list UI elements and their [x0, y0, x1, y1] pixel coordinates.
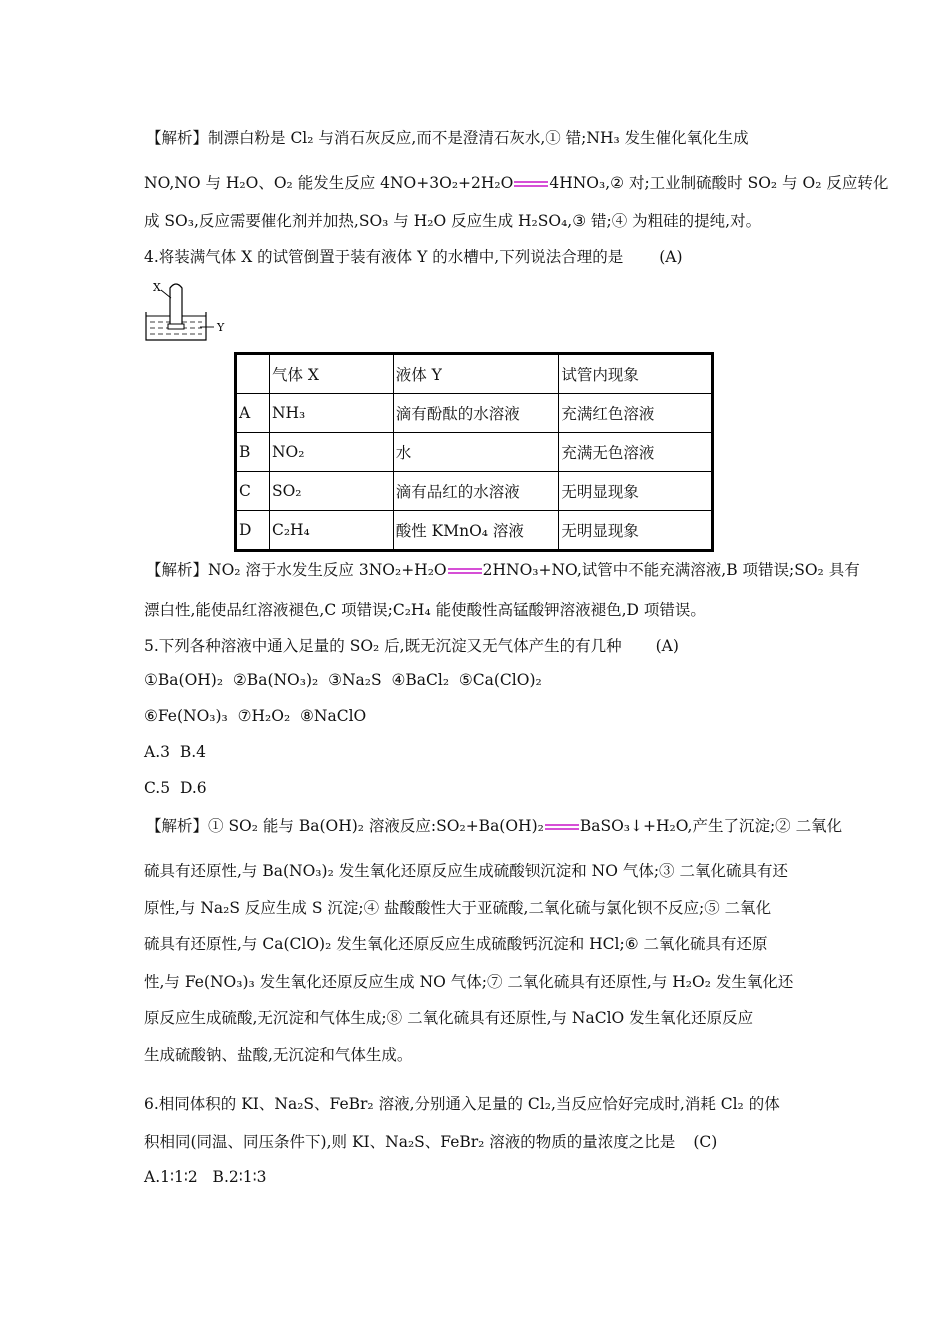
table-cell: 无明显现象 [559, 472, 713, 511]
analysis-paragraph-3-line-6: 原反应生成硫酸,无沉淀和气体生成;⑧ 二氧化硫具有还原性,与 NaClO 发生氧化还原反应 [144, 1009, 754, 1027]
table-cell: NH₃ [269, 394, 393, 433]
question-6-answer: (C) [693, 1133, 718, 1151]
equals-sign-icon [545, 822, 579, 832]
question-6-stem-line-2: 积相同(同温、同压条件下),则 KI、Na₂S、FeBr₂ 溶液的物质的量浓度之比是 (C) [144, 1133, 718, 1151]
apparatus-svg [144, 278, 234, 344]
table-row [236, 511, 713, 551]
table-cell: 滴有酚酞的水溶液 [393, 394, 559, 433]
analysis-paragraph-3-line-1: 【解析】① SO₂ 能与 Ba(OH)₂ 溶液反应:SO₂+Ba(OH)₂ BaSO₃↓+H₂O,产生了沉淀;② 二氧化 [146, 817, 843, 835]
analysis-paragraph-3-line-2: 硫具有还原性,与 Ba(NO₃)₂ 发生氧化还原反应生成硫酸钡沉淀和 NO 气体;③ 二氧化硫具有还 [144, 862, 788, 880]
table-row [236, 433, 713, 472]
table-cell: SO₂ [269, 472, 393, 511]
table-header-cell: 试管内现象 [559, 354, 713, 394]
question-5-items-line-1: ①Ba(OH)₂ ②Ba(NO₃)₂ ③Na₂S ④BaCl₂ ⑤Ca(ClO)₂ [144, 671, 542, 689]
analysis-tag: 【解析】 [146, 561, 209, 579]
table-header-row [236, 354, 713, 394]
analysis-tag: 【解析】 [146, 817, 209, 835]
table-cell: C₂H₄ [269, 511, 393, 551]
analysis-paragraph-1-line-3: 成 SO₃,反应需要催化剂并加热,SO₃ 与 H₂O 反应生成 H₂SO₄,③ 错;④ 为粗硅的提纯,对。 [144, 212, 762, 230]
question-6-stem-line-1: 6.相同体积的 KI、Na₂S、FeBr₂ 溶液,分别通入足量的 Cl₂,当反应恰好完成时,消耗 Cl₂ 的体 [144, 1095, 780, 1113]
table-cell: B [236, 433, 270, 472]
table-cell: 滴有品红的水溶液 [393, 472, 559, 511]
analysis-paragraph-1-line-2: NO,NO 与 H₂O、O₂ 能发生反应 4NO+3O₂+2H₂O 4HNO₃,② 对;工业制硫酸时 SO₂ 与 O₂ 反应转化 [144, 174, 889, 192]
analysis-tag: 【解析】 [146, 129, 209, 147]
table-cell: 酸性 KMnO₄ 溶液 [393, 511, 559, 551]
analysis-paragraph-3-line-7: 生成硫酸钠、盐酸,无沉淀和气体生成。 [144, 1046, 413, 1064]
equals-sign-icon [514, 179, 548, 189]
question-5-options-line-1: A.3 B.4 [144, 743, 207, 761]
table-header-cell: 液体 Y [393, 354, 559, 394]
table-cell: 充满红色溶液 [559, 394, 713, 433]
label-y: Y [217, 321, 225, 334]
analysis-paragraph-3-line-4: 硫具有还原性,与 Ca(ClO)₂ 发生氧化还原反应生成硫酸钙沉淀和 HCl;⑥ 二氧化硫具有还原 [144, 935, 768, 953]
table-cell: 无明显现象 [559, 511, 713, 551]
question-4-answer: (A) [659, 248, 683, 266]
equals-sign-icon [448, 566, 482, 576]
question-4-stem: 4.将装满气体 X 的试管倒置于装有液体 Y 的水槽中,下列说法合理的是 (A) [144, 248, 683, 266]
table-cell: A [236, 394, 270, 433]
question-5-stem: 5.下列各种溶液中通入足量的 SO₂ 后,既无沉淀又无气体产生的有几种 (A) [144, 637, 679, 655]
analysis-paragraph-1-line-1: 【解析】制漂白粉是 Cl₂ 与消石灰反应,而不是澄清石灰水,① 错;NH₃ 发生催化氧化生成 [146, 129, 749, 147]
analysis-paragraph-3-line-5: 性,与 Fe(NO₃)₃ 发生氧化还原反应生成 NO 气体;⑦ 二氧化硫具有还原性,与 H₂O₂ 发生氧化还 [144, 973, 794, 991]
table-cell: 水 [393, 433, 559, 472]
question-6-options: A.1∶1∶2 B.2∶1∶3 [144, 1168, 267, 1186]
analysis-paragraph-2-line-2: 漂白性,能使品红溶液褪色,C 项错误;C₂H₄ 能使酸性高锰酸钾溶液褪色,D 项错误。 [144, 601, 706, 619]
label-x: X [153, 281, 161, 294]
table-header-cell [236, 354, 270, 394]
table-cell: C [236, 472, 270, 511]
table-row [236, 394, 713, 433]
question-5-items-line-2: ⑥Fe(NO₃)₃ ⑦H₂O₂ ⑧NaClO [144, 707, 367, 725]
table-cell: 充满无色溶液 [559, 433, 713, 472]
table-cell: D [236, 511, 270, 551]
question-5-answer: (A) [655, 637, 679, 655]
question-5-options-line-2: C.5 D.6 [144, 779, 207, 797]
table-cell: NO₂ [269, 433, 393, 472]
question-4-table [234, 352, 714, 552]
table-row [236, 472, 713, 511]
analysis-paragraph-2-line-1: 【解析】NO₂ 溶于水发生反应 3NO₂+H₂O 2HNO₃+NO,试管中不能充满溶液,B 项错误;SO₂ 具有 [146, 561, 860, 579]
analysis-paragraph-3-line-3: 原性,与 Na₂S 反应生成 S 沉淀;④ 盐酸酸性大于亚硫酸,二氧化硫与氯化钡不反应;⑤ 二氧化 [144, 899, 772, 917]
table-header-cell: 气体 X [269, 354, 393, 394]
test-tube-apparatus-diagram [144, 278, 234, 344]
